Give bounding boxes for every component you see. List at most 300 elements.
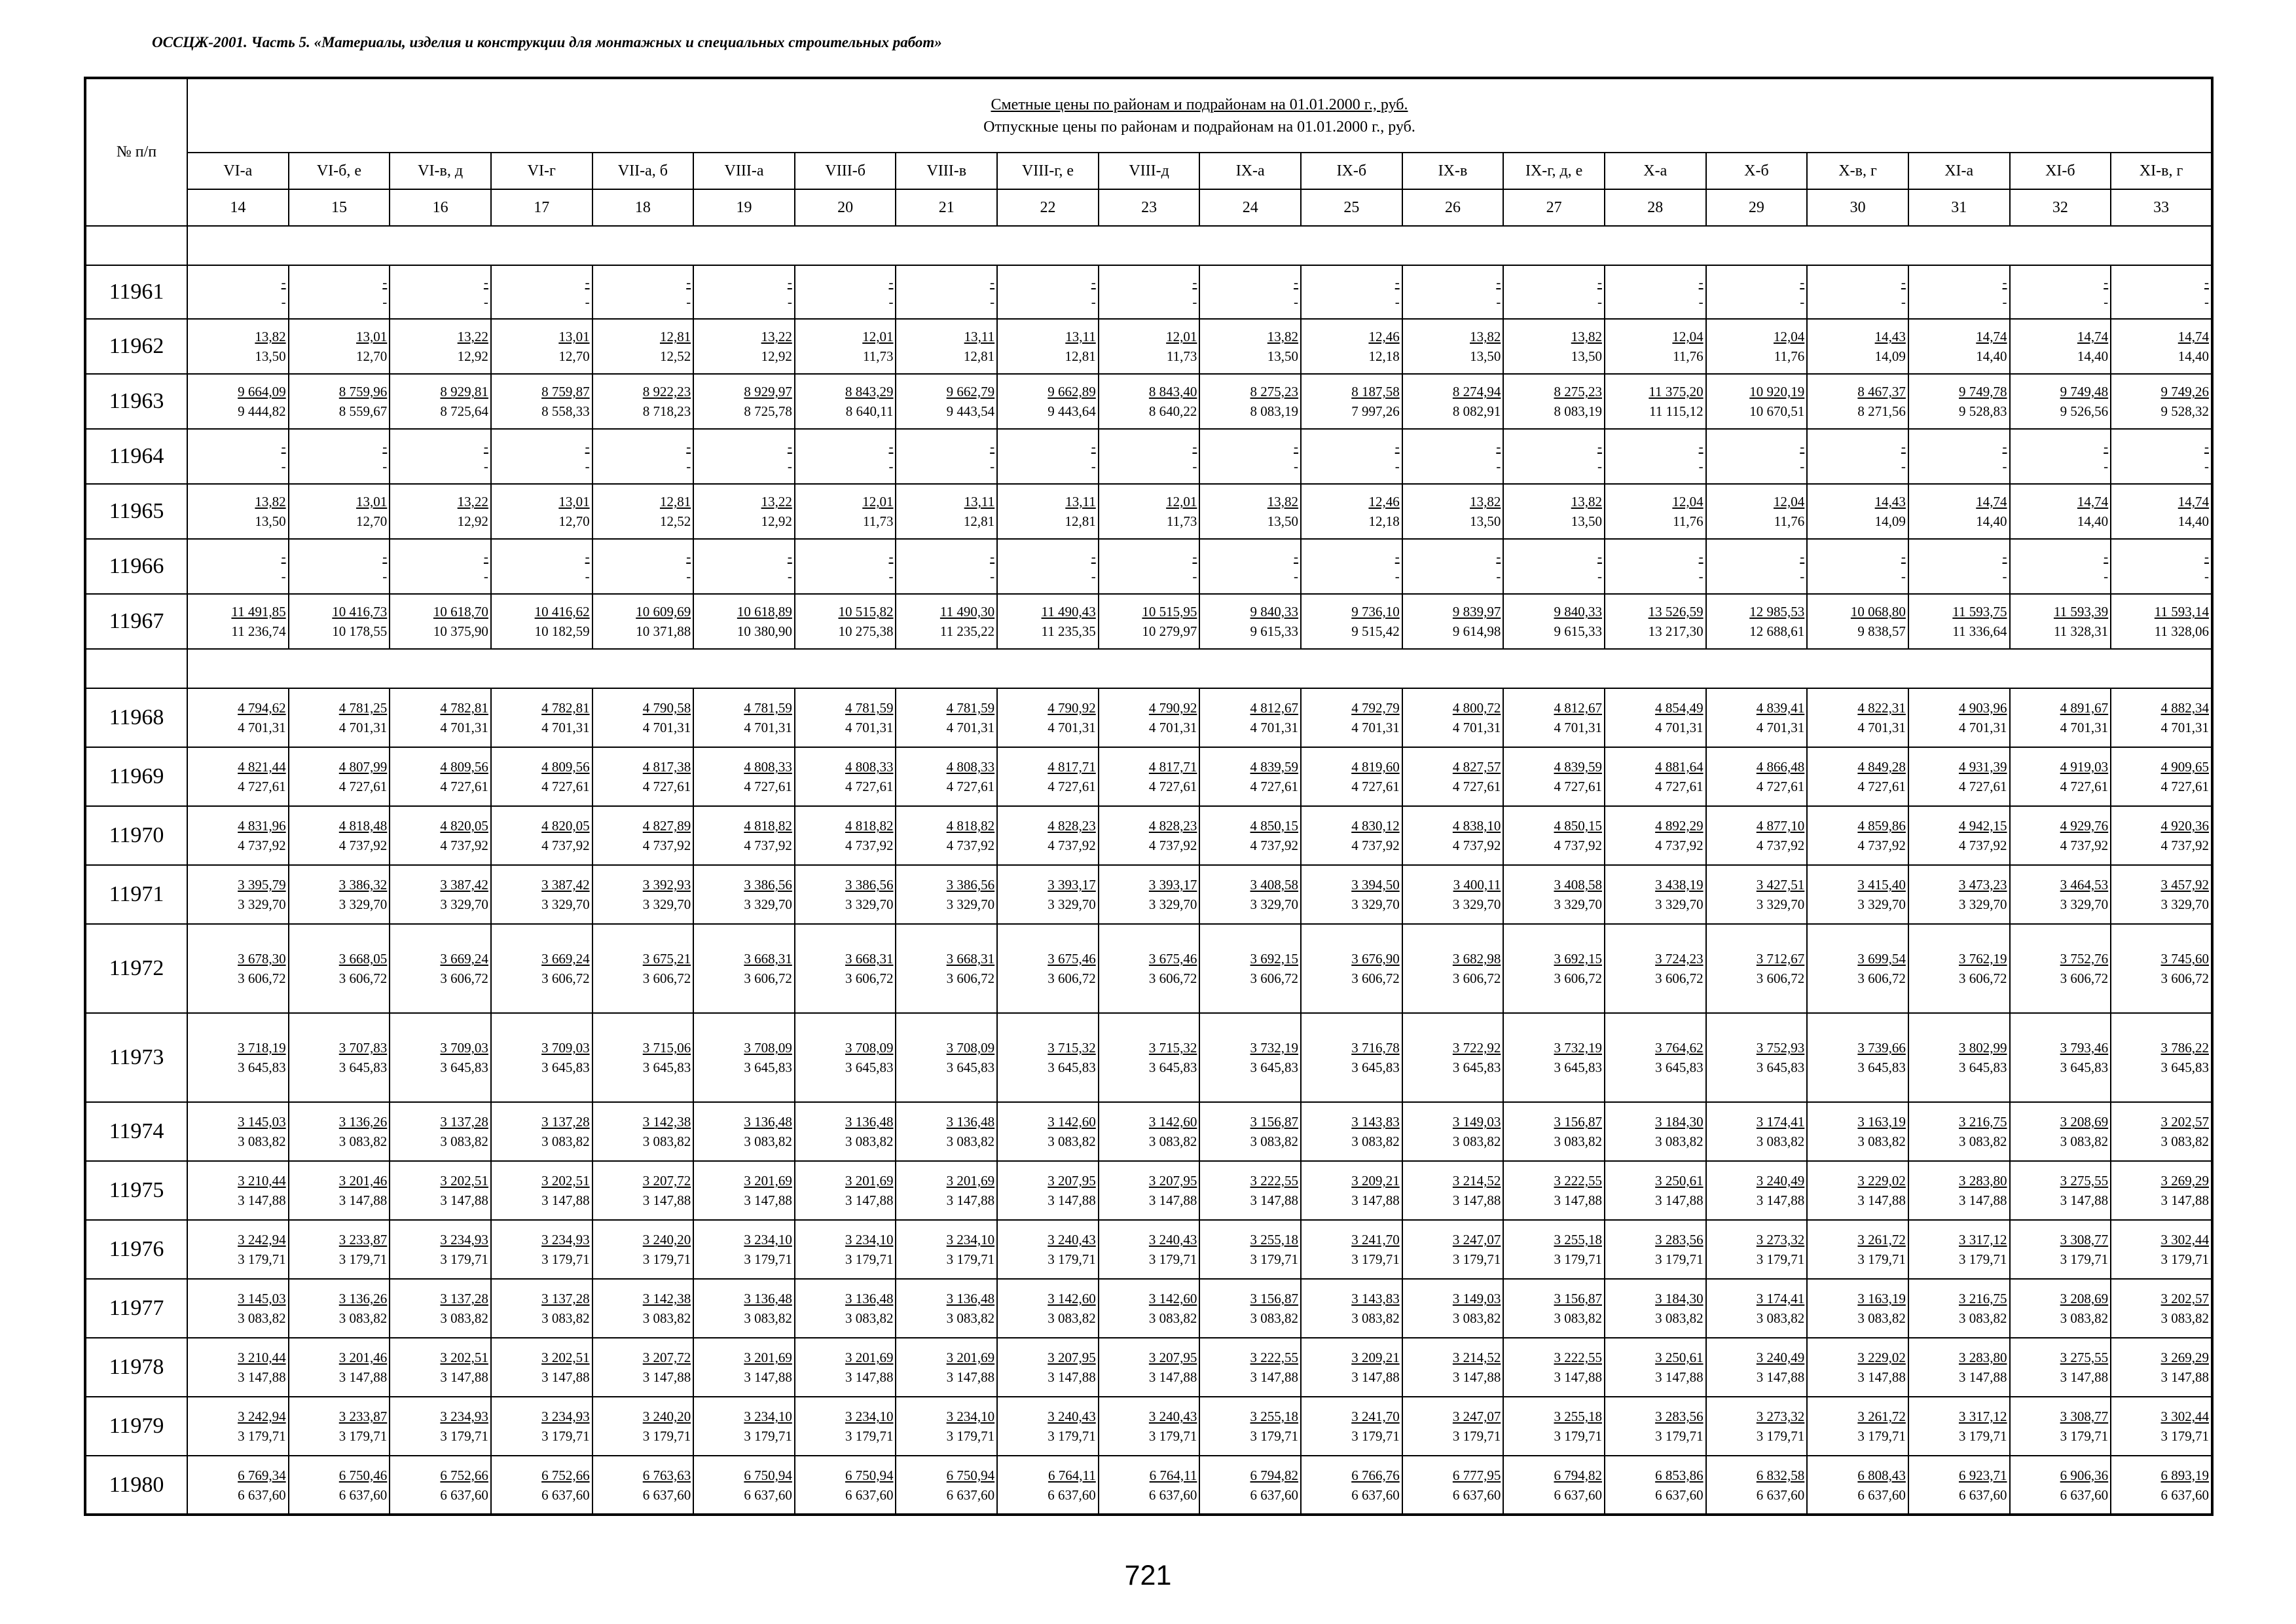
wholesale-price: 12,18 <box>1368 513 1400 529</box>
wholesale-price: 9 443,54 <box>946 403 995 419</box>
wholesale-price: 3 147,88 <box>541 1192 590 1208</box>
price-cell <box>1503 1013 1605 1102</box>
price-cell <box>1402 484 1504 539</box>
price-cell <box>390 1397 491 1456</box>
price-cell <box>1099 1102 1200 1161</box>
wholesale-price: 13,50 <box>255 513 286 529</box>
price-cell <box>289 1161 390 1220</box>
page-number: 721 <box>1124 1560 1172 1591</box>
estimated-price: 8 274,94 <box>1452 384 1501 399</box>
wholesale-price: 10 375,90 <box>433 623 488 639</box>
wholesale-price: 11,73 <box>1166 348 1197 364</box>
price-cell <box>390 1220 491 1279</box>
price-cell <box>1199 429 1301 484</box>
estimated-price: 3 136,26 <box>338 1114 388 1130</box>
wholesale-price: 4 737,92 <box>1959 838 2007 853</box>
estimated-price: 3 269,29 <box>2160 1350 2209 1365</box>
estimated-price: - <box>1901 274 1906 290</box>
wholesale-price: 4 727,61 <box>1148 779 1197 794</box>
wholesale-price: 12,81 <box>1065 348 1096 364</box>
estimated-price: 3 143,83 <box>1351 1114 1400 1130</box>
price-cell <box>187 1161 289 1220</box>
estimated-price: 6 906,36 <box>2060 1467 2109 1483</box>
wholesale-price: 8 083,19 <box>1554 403 1602 419</box>
estimated-price: 3 142,38 <box>642 1114 691 1130</box>
price-cell <box>997 374 1099 429</box>
wholesale-price: 6 637,60 <box>541 1486 590 1503</box>
estimated-price: - <box>787 274 792 290</box>
price-cell <box>1301 429 1402 484</box>
wholesale-price: - <box>787 458 792 474</box>
wholesale-price: 4 701,31 <box>1148 720 1197 735</box>
wholesale-price: 3 083,82 <box>2060 1134 2109 1149</box>
price-cell <box>997 1456 1099 1515</box>
estimated-price: 3 675,46 <box>1048 951 1096 967</box>
estimated-price: 12,01 <box>862 494 894 509</box>
wholesale-price: 4 737,92 <box>946 838 995 853</box>
price-cell <box>1402 1220 1504 1279</box>
wholesale-price: 3 083,82 <box>1857 1134 1906 1149</box>
wholesale-price: 3 179,71 <box>440 1428 488 1444</box>
estimated-price: - <box>1698 274 1704 290</box>
estimated-price: 3 202,51 <box>541 1173 590 1189</box>
price-cell <box>187 806 289 865</box>
estimated-price: 4 820,05 <box>541 818 590 834</box>
estimated-price: 14,74 <box>1976 329 2007 344</box>
wholesale-price: - <box>686 568 691 584</box>
table-row <box>85 1161 2212 1220</box>
price-cell <box>1605 924 1706 1013</box>
row-number: 11973 <box>85 1013 187 1102</box>
price-cell <box>390 1456 491 1515</box>
price-cell <box>795 319 896 374</box>
wholesale-price: - <box>990 458 995 474</box>
price-cell <box>896 429 997 484</box>
wholesale-price: 3 083,82 <box>946 1134 995 1149</box>
wholesale-price: 11 115,12 <box>1649 403 1704 419</box>
wholesale-price: 3 147,88 <box>1857 1369 1906 1385</box>
price-cell <box>187 265 289 319</box>
estimated-price: 12,04 <box>1672 494 1704 509</box>
wholesale-price: 6 637,60 <box>1554 1486 1602 1503</box>
wholesale-price: 11 336,64 <box>1952 623 2007 639</box>
estimated-price: 4 849,28 <box>1857 759 1906 775</box>
price-cell <box>1099 865 1200 924</box>
wholesale-price: 3 147,88 <box>946 1192 995 1208</box>
wholesale-price: 3 645,83 <box>1959 1060 2007 1075</box>
estimated-price: - <box>1091 274 1096 290</box>
estimated-price: 3 208,69 <box>2060 1114 2109 1130</box>
wholesale-price: - <box>585 568 590 584</box>
region-header: IX-б <box>1301 153 1402 189</box>
price-cell <box>1099 1338 1200 1397</box>
price-cell <box>1807 1279 1908 1338</box>
price-cell <box>2010 865 2111 924</box>
price-cell <box>187 688 289 747</box>
price-cell <box>2010 265 2111 319</box>
estimated-price: 3 222,55 <box>1554 1173 1602 1189</box>
estimated-price: 6 853,86 <box>1655 1467 1704 1483</box>
wholesale-price: 3 083,82 <box>1959 1310 2007 1326</box>
wholesale-price: - <box>787 568 792 584</box>
row-number: 11967 <box>85 594 187 649</box>
wholesale-price: 3 083,82 <box>1148 1310 1197 1326</box>
wholesale-price: 6 637,60 <box>1250 1486 1299 1503</box>
column-number: 29 <box>1706 189 1808 226</box>
estimated-price: - <box>1496 439 1501 454</box>
wholesale-price: - <box>1091 458 1096 474</box>
wholesale-price: 4 727,61 <box>440 779 488 794</box>
wholesale-price: 8 082,91 <box>1452 403 1501 419</box>
price-cell <box>1605 1397 1706 1456</box>
estimated-price: 4 790,58 <box>642 700 691 716</box>
estimated-price: 3 233,87 <box>338 1409 388 1424</box>
row-number: 11964 <box>85 429 187 484</box>
wholesale-price: 4 737,92 <box>541 838 590 853</box>
estimated-price: 13,22 <box>457 329 488 344</box>
price-cell <box>1301 1220 1402 1279</box>
estimated-price: 3 174,41 <box>1756 1114 1805 1130</box>
estimated-price: 13,22 <box>761 329 792 344</box>
wholesale-price: 4 737,92 <box>1756 838 1805 853</box>
price-cell <box>592 484 694 539</box>
price-cell <box>491 924 592 1013</box>
price-cell <box>795 1161 896 1220</box>
price-cell <box>592 747 694 806</box>
price-cell <box>1402 1279 1504 1338</box>
wholesale-price: 9 526,56 <box>2060 403 2109 419</box>
price-cell <box>1301 484 1402 539</box>
wholesale-price: 4 737,92 <box>1048 838 1096 853</box>
wholesale-price: 14,40 <box>2077 513 2109 529</box>
price-cell <box>1908 1102 2010 1161</box>
price-cell <box>2111 319 2212 374</box>
estimated-price: - <box>1800 274 1805 290</box>
estimated-price: 8 759,96 <box>338 384 388 399</box>
estimated-price: 6 750,94 <box>845 1467 894 1483</box>
estimated-price: 6 764,11 <box>1048 1467 1096 1483</box>
wholesale-price: 4 701,31 <box>1756 720 1805 735</box>
estimated-price: 4 781,59 <box>744 700 792 716</box>
wholesale-price: 3 606,72 <box>1250 970 1299 986</box>
wholesale-price: 3 083,82 <box>845 1310 894 1326</box>
region-header: X-а <box>1605 153 1706 189</box>
price-cell <box>896 1279 997 1338</box>
estimated-price: 3 724,23 <box>1655 951 1704 967</box>
estimated-price: 3 234,93 <box>541 1409 590 1424</box>
wholesale-price: 3 147,88 <box>1756 1192 1805 1208</box>
price-cell <box>289 747 390 806</box>
estimated-price: 12,01 <box>1166 494 1197 509</box>
wholesale-price: 3 329,70 <box>1148 896 1197 912</box>
wholesale-price: 11,76 <box>1774 513 1805 529</box>
wholesale-price: 3 083,82 <box>238 1134 286 1149</box>
wholesale-price: 12,92 <box>457 348 488 364</box>
estimated-price: 12,04 <box>1672 329 1704 344</box>
price-cell <box>592 924 694 1013</box>
wholesale-price: 12,70 <box>558 513 590 529</box>
estimated-price: - <box>382 549 388 564</box>
price-cell <box>187 1456 289 1515</box>
wholesale-price: 8 558,33 <box>541 403 590 419</box>
price-cell <box>491 1397 592 1456</box>
wholesale-price: - <box>382 458 388 474</box>
estimated-price: 3 427,51 <box>1756 877 1805 893</box>
price-cell <box>390 484 491 539</box>
estimated-price: 3 240,49 <box>1756 1350 1805 1365</box>
estimated-price: 6 769,34 <box>238 1467 286 1483</box>
price-cell <box>1807 1220 1908 1279</box>
estimated-price: 3 394,50 <box>1351 877 1400 893</box>
wholesale-price: 3 147,88 <box>1452 1192 1501 1208</box>
estimated-price: 4 809,56 <box>440 759 488 775</box>
price-cell <box>2010 1161 2111 1220</box>
price-cell <box>1402 429 1504 484</box>
estimated-price: 3 273,32 <box>1756 1232 1805 1247</box>
estimated-price: - <box>2104 439 2109 454</box>
price-cell <box>1908 484 2010 539</box>
wholesale-price: 3 179,71 <box>338 1251 388 1267</box>
wholesale-price: 13,50 <box>1267 348 1299 364</box>
price-cell <box>1605 1338 1706 1397</box>
price-cell <box>1706 265 1808 319</box>
column-number: 19 <box>693 189 795 226</box>
price-cell <box>795 688 896 747</box>
estimated-price: 3 136,48 <box>744 1291 792 1306</box>
estimated-price: 3 386,56 <box>845 877 894 893</box>
price-cell <box>491 865 592 924</box>
price-cell <box>2111 539 2212 594</box>
estimated-price: - <box>1698 439 1704 454</box>
estimated-price: - <box>1597 439 1602 454</box>
price-cell <box>896 539 997 594</box>
table-row <box>85 1279 2212 1338</box>
price-cell <box>187 374 289 429</box>
price-cell <box>2010 539 2111 594</box>
estimated-price: 13,22 <box>761 494 792 509</box>
wholesale-price: 3 179,71 <box>541 1428 590 1444</box>
price-cell <box>1503 429 1605 484</box>
price-cell <box>693 265 795 319</box>
wholesale-price: - <box>2002 294 2007 310</box>
price-cell <box>491 1161 592 1220</box>
estimated-price: 12,81 <box>659 494 691 509</box>
price-cell <box>2010 1220 2111 1279</box>
price-cell <box>1402 1397 1504 1456</box>
price-cell <box>1199 374 1301 429</box>
price-cell <box>1199 1397 1301 1456</box>
price-cell <box>1605 484 1706 539</box>
price-cell <box>2010 594 2111 649</box>
table-row <box>85 594 2212 649</box>
wholesale-price: 8 640,11 <box>845 403 894 419</box>
wholesale-price: 4 701,31 <box>1452 720 1501 735</box>
wholesale-price: 3 645,83 <box>1756 1060 1805 1075</box>
wholesale-price: 3 329,70 <box>1857 896 1906 912</box>
price-cell <box>1199 1279 1301 1338</box>
estimated-price: - <box>2002 549 2007 564</box>
estimated-price: - <box>787 549 792 564</box>
price-cell <box>795 1338 896 1397</box>
wholesale-price: 3 083,82 <box>1351 1134 1400 1149</box>
wholesale-price: 3 329,70 <box>541 896 590 912</box>
estimated-price: 6 766,76 <box>1351 1467 1400 1483</box>
price-cell <box>289 484 390 539</box>
wholesale-price: 3 083,82 <box>946 1310 995 1326</box>
estimated-price: 3 317,12 <box>1959 1232 2007 1247</box>
price-cell <box>1605 1279 1706 1338</box>
wholesale-price: 4 727,61 <box>642 779 691 794</box>
price-cell <box>1807 1456 1908 1515</box>
price-cell <box>390 806 491 865</box>
price-cell <box>390 1338 491 1397</box>
price-cell <box>491 747 592 806</box>
estimated-price: 4 794,62 <box>238 700 286 716</box>
estimated-price: - <box>1901 549 1906 564</box>
wholesale-price: 4 727,61 <box>541 779 590 794</box>
estimated-price: 3 386,56 <box>946 877 995 893</box>
estimated-price: 3 234,10 <box>744 1232 792 1247</box>
wholesale-price: - <box>1294 568 1299 584</box>
table-row <box>85 484 2212 539</box>
row-number: 11968 <box>85 688 187 747</box>
wholesale-price: 3 147,88 <box>1554 1192 1602 1208</box>
wholesale-price: 12,81 <box>963 513 995 529</box>
price-cell <box>1099 1013 1200 1102</box>
price-cell <box>491 806 592 865</box>
price-cell <box>1706 484 1808 539</box>
price-cell <box>693 1161 795 1220</box>
wholesale-price: 3 606,72 <box>1452 970 1501 986</box>
estimated-price: - <box>888 549 894 564</box>
estimated-price: 11 593,14 <box>2154 604 2209 619</box>
row-number: 11980 <box>85 1456 187 1515</box>
estimated-price: 3 283,56 <box>1655 1409 1704 1424</box>
price-cell <box>1807 374 1908 429</box>
price-cell <box>390 265 491 319</box>
price-cell <box>2111 924 2212 1013</box>
wholesale-price: 11 328,31 <box>2053 623 2109 639</box>
wholesale-price: - <box>1192 458 1197 474</box>
estimated-price: - <box>2204 439 2209 454</box>
price-cell <box>997 1279 1099 1338</box>
wholesale-price: 3 606,72 <box>1048 970 1096 986</box>
wholesale-price: 6 637,60 <box>440 1486 488 1503</box>
wholesale-price: 3 329,70 <box>2160 896 2209 912</box>
price-cell <box>997 1338 1099 1397</box>
region-header: VI-в, д <box>390 153 491 189</box>
estimated-price: 3 699,54 <box>1857 951 1906 967</box>
wholesale-price: - <box>2204 568 2209 584</box>
wholesale-price: 3 329,70 <box>1250 896 1299 912</box>
price-cell <box>997 484 1099 539</box>
caption-line-estimated: Сметные цены по районам и подрайонам на 01.01.2000 г., руб. <box>991 96 1408 113</box>
wholesale-price: 3 645,83 <box>1148 1060 1197 1075</box>
wholesale-price: 3 083,82 <box>1756 1134 1805 1149</box>
row-number: 11972 <box>85 924 187 1013</box>
estimated-price: 3 137,28 <box>541 1291 590 1306</box>
estimated-price: 3 669,24 <box>440 951 488 967</box>
price-cell <box>1099 806 1200 865</box>
table-row <box>85 1013 2212 1102</box>
page-header: ОССЦЖ-2001. Часть 5. «Материалы, изделия и конструкции для монтажных и специальных строительных работ» <box>152 34 942 50</box>
estimated-price: 3 242,94 <box>238 1409 286 1424</box>
wholesale-price: 3 147,88 <box>1250 1369 1299 1385</box>
estimated-price: 3 752,93 <box>1756 1040 1805 1056</box>
price-cell <box>592 319 694 374</box>
estimated-price: - <box>686 439 691 454</box>
wholesale-price: 3 329,70 <box>1351 896 1400 912</box>
wholesale-price: 3 645,83 <box>1554 1060 1602 1075</box>
estimated-price: 3 142,60 <box>1148 1291 1197 1306</box>
price-cell <box>693 1220 795 1279</box>
wholesale-price: 11 236,74 <box>231 623 286 639</box>
price-cell <box>1908 1397 2010 1456</box>
estimated-price: 3 234,93 <box>440 1232 488 1247</box>
wholesale-price: 3 083,82 <box>338 1134 388 1149</box>
estimated-price: - <box>787 439 792 454</box>
price-cell <box>592 265 694 319</box>
price-cell <box>1605 429 1706 484</box>
estimated-price: 3 222,55 <box>1554 1350 1602 1365</box>
wholesale-price: 3 083,82 <box>1048 1134 1096 1149</box>
estimated-price: - <box>382 439 388 454</box>
estimated-price: 3 438,19 <box>1655 877 1704 893</box>
price-cell <box>1402 1456 1504 1515</box>
estimated-price: 3 202,51 <box>440 1350 488 1365</box>
region-header: XI-в, г <box>2111 153 2212 189</box>
price-cell <box>795 374 896 429</box>
price-cell <box>896 1338 997 1397</box>
price-cell <box>1908 865 2010 924</box>
estimated-price: 14,74 <box>2178 494 2209 509</box>
wholesale-price: 3 179,71 <box>2160 1251 2209 1267</box>
wholesale-price: 13 217,30 <box>1648 623 1704 639</box>
estimated-price: - <box>990 439 995 454</box>
estimated-price: 3 752,76 <box>2060 951 2109 967</box>
table-row <box>85 429 2212 484</box>
wholesale-price: 10 275,38 <box>838 623 894 639</box>
price-cell <box>795 1279 896 1338</box>
wholesale-price: 3 179,71 <box>744 1251 792 1267</box>
wholesale-price: 3 083,82 <box>2160 1310 2209 1326</box>
price-cell <box>896 924 997 1013</box>
table-row <box>85 539 2212 594</box>
estimated-price: 13,82 <box>1267 494 1299 509</box>
wholesale-price: - <box>2104 458 2109 474</box>
estimated-price: 4 782,81 <box>440 700 488 716</box>
estimated-price: 4 838,10 <box>1452 818 1501 834</box>
wholesale-price: 4 727,61 <box>338 779 388 794</box>
estimated-price: 3 241,70 <box>1351 1409 1400 1424</box>
wholesale-price: 11 328,06 <box>2154 623 2209 639</box>
estimated-price: 4 800,72 <box>1452 700 1501 716</box>
estimated-price: 3 149,03 <box>1452 1291 1501 1306</box>
wholesale-price: 3 147,88 <box>1655 1369 1704 1385</box>
estimated-price: 3 222,55 <box>1250 1350 1299 1365</box>
wholesale-price: 11,76 <box>1774 348 1805 364</box>
estimated-price: - <box>2104 274 2109 290</box>
price-cell <box>2111 806 2212 865</box>
estimated-price: 9 662,79 <box>946 384 995 399</box>
price-cell <box>1807 429 1908 484</box>
wholesale-price: - <box>1901 294 1906 310</box>
wholesale-price: 3 645,83 <box>2160 1060 2209 1075</box>
wholesale-price: 3 329,70 <box>1959 896 2007 912</box>
estimated-price: 3 156,87 <box>1554 1291 1602 1306</box>
wholesale-price: 9 614,98 <box>1452 623 1501 639</box>
price-cell <box>2111 688 2212 747</box>
